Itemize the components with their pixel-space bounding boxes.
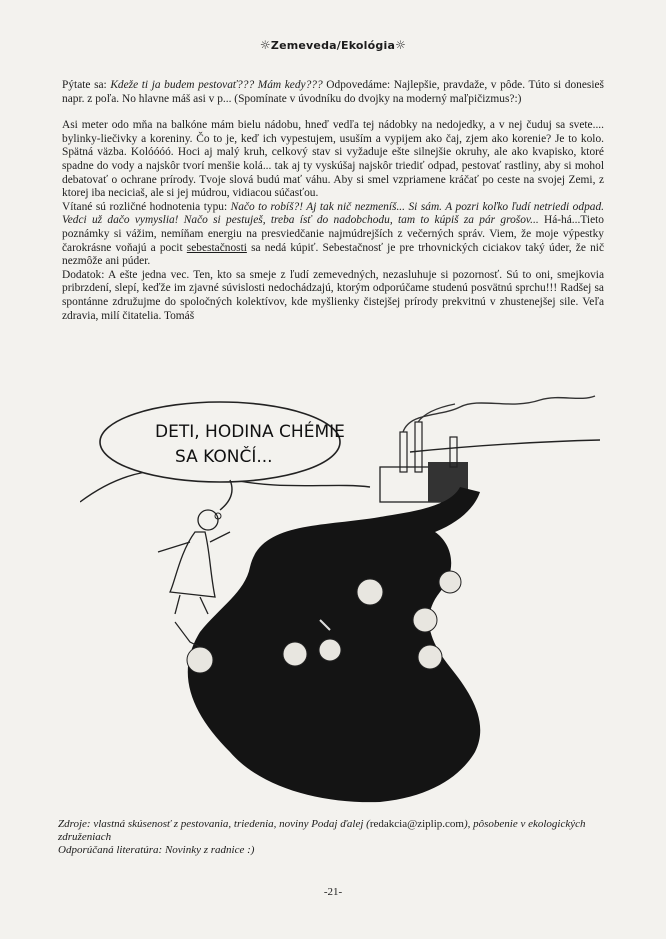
email-link[interactable]: redakcia@ziplip.com xyxy=(369,818,464,830)
section-title: Zemeveda/Ekológia xyxy=(270,39,396,52)
page-number: -21- xyxy=(323,886,343,898)
literature-line: Odporúčaná literatúra: Novinky z radnice :) xyxy=(58,844,255,856)
sun-icon: ☼ xyxy=(259,38,271,52)
article-body xyxy=(62,79,604,323)
paragraph-reactions: Vítané sú rozličné hodnotenia typu: Načo to robíš?! Aj tak nič nezmeníš... Si sám. A pozri koľko ľudí netriedi odpad. Vedci už dačo vymyslia! Načo si pestuješ, treba ísť do nadobchodu, tam to kúpiš za pár grošov... Há-há...Tieto poznámky si vážim, nemíňam energiu na presviedčanie najmúdrejších z večerných správ. Viem, že moje výpestky čarokrásne voňajú a pocit sebestačnosti sa nedá kúpiť. Sebestačnosť je pre trhovnických ciciakov taký úder, že nič nezmôže ani púder. xyxy=(62,200,605,268)
factory-icon xyxy=(380,396,595,502)
cartoon-illustration xyxy=(80,392,600,812)
section-header xyxy=(0,38,666,52)
speech-bubble xyxy=(100,402,345,519)
sources-line: Zdroje: vlastná skúsenosť z pestovania, triedenia, noviny Podaj ďalej (redakcia@ziplip.com), pôsobenie v ekologických združeniach xyxy=(58,818,586,843)
sources-section xyxy=(58,818,606,857)
bubble-line-2: SA KONČÍ... xyxy=(175,447,273,467)
underlined-word: sebestačnosti xyxy=(186,241,247,254)
sun-icon: ☼ xyxy=(395,38,407,52)
horizon-line xyxy=(410,440,600,452)
paragraph-balcony: Asi meter odo mňa na balkóne mám bielu nádobu, hneď vedľa tej nádobky na nedojedky, a v nej čuduj sa svete.... bylinky-liečivky a koreniny. Čo to je, keď ich vypestujem, usuším a vypijem ako čaj, zjem ako korenie? Je to kolo. Spätná väzba. Kolóóóó. Hoci aj malý kruh, celkový stav si vyžaduje ešte silnejšie okruhy, ale ako kvapisko, ktoré spadne do vody a najskôr tvorí menšie kolá... tak aj ty vyskúšaj najskôr triediť odpad, pestovať rastliny, aby si mohol debatovať o ochrane prírody. Tvoje slová budú mať váhu. Aby si smel vzpriamene kráčať po ceste na svojej Zemi, z ktorej iba neciciaš, ale si jej múdrou, vidiacou súčasťou. xyxy=(62,119,604,200)
intro-question: Kdeže ti ja budem pestovať??? Mám kedy??? xyxy=(110,79,323,91)
intro-paragraph: Pýtate sa: Kdeže ti ja budem pestovať??? Mám kedy??? Odpovedáme: Najlepšie, pravdaže, v pôde. Túto si donesieš napr. z poľa. No hlavne máš asi v p... (Spomínate v úvodníku do dvojky na moderný maľpičizmus?:) xyxy=(62,79,604,105)
quoted-reactions: Načo to robíš?! Aj tak nič nezmeníš... Si sám. A pozri koľko ľudí netriedi odpad. Vedci už dačo vymyslia! Načo si pestuješ, treba ísť do nadobchodu, tam to kúpiš za pár grošov... xyxy=(62,200,605,227)
paragraph-addendum: Dodatok: A ešte jedna vec. Ten, kto sa smeje z ľudí zemevedných, nezasluhuje si pozornosť. Sú to oni, smejkovia pribrzdení, slepí, keďže im zjavné súvislosti nedochádzajú, ktorým odporúčame studenú posvätnú sprchu!!! Radšej sa spontánne združujme do spoločných kolektívov, kde myšlienky čistejšej prírody prekvitnú v zhustenejšej sile. Veľa zdravia, milí čitatelia. Tomáš xyxy=(62,268,604,322)
bubble-line-1: DETI, HODINA CHÉMIE xyxy=(155,422,345,442)
teacher-figure xyxy=(158,510,230,614)
